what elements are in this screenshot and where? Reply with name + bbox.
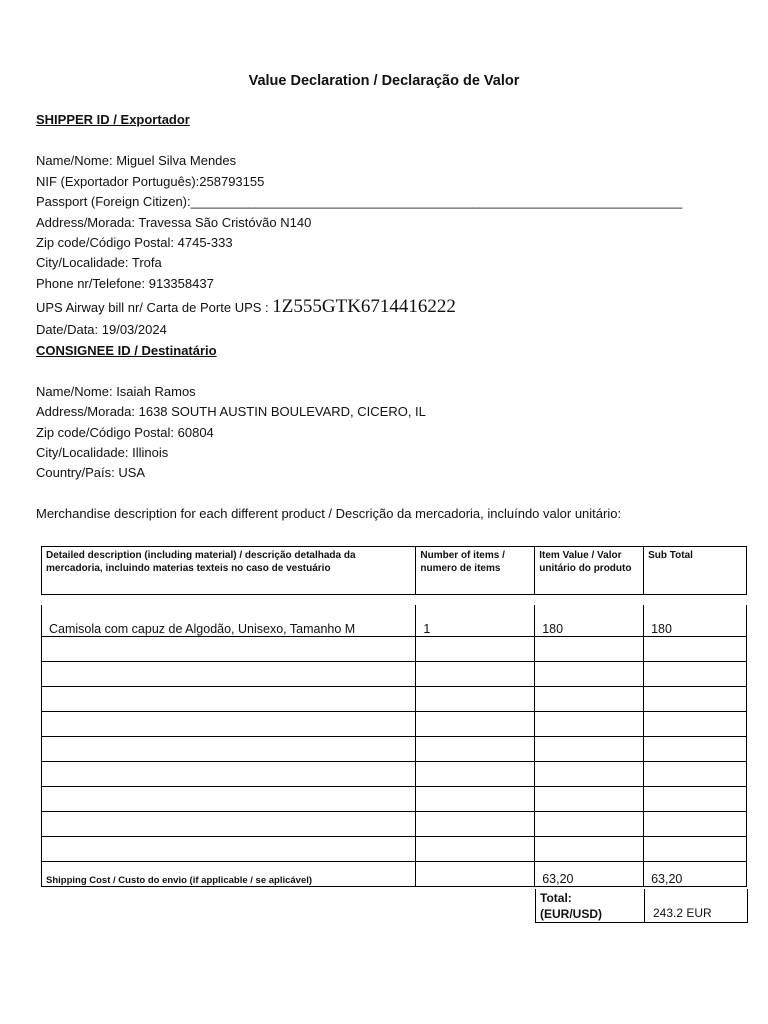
table-row <box>42 662 747 687</box>
items-table-header <box>41 546 747 595</box>
shipping-cost-label: Shipping Cost / Custo do envio (if applicable / se aplicável) <box>42 862 416 887</box>
empty-cell <box>416 712 535 737</box>
empty-cell <box>535 637 644 662</box>
empty-cell <box>644 762 747 787</box>
empty-cell <box>535 737 644 762</box>
shipper-passport: Passport (Foreign Citizen):____________________________________________________________________ <box>36 194 683 209</box>
empty-cell <box>42 637 416 662</box>
airway-bill-number: 1Z555GTK6714416222 <box>272 296 456 317</box>
shipping-item-value: 63,20 <box>535 862 644 887</box>
consignee-zip: Zip code/Código Postal: 60804 <box>36 425 214 440</box>
consignee-country: Country/País: USA <box>36 465 146 480</box>
table-row <box>42 712 747 737</box>
empty-cell <box>416 687 535 712</box>
table-row <box>42 837 747 862</box>
total-box <box>535 889 748 923</box>
empty-cell <box>416 812 535 837</box>
empty-cell <box>416 737 535 762</box>
items-table <box>41 605 747 887</box>
total-value: 243.2 EUR <box>653 906 712 920</box>
consignee-address: Address/Morada: 1638 SOUTH AUSTIN BOULEVARD, CICERO, IL <box>36 404 426 419</box>
item-description: Camisola com capuz de Algodão, Unisexo, Tamanho M <box>42 605 416 637</box>
empty-cell <box>535 837 644 862</box>
table-row <box>42 637 747 662</box>
empty-cell <box>416 762 535 787</box>
empty-cell <box>416 787 535 812</box>
empty-cell <box>535 662 644 687</box>
consignee-city: City/Localidade: Illinois <box>36 445 169 460</box>
empty-cell <box>42 737 416 762</box>
item-value: 180 <box>535 605 644 637</box>
airway-bill-line <box>36 296 456 318</box>
empty-cell <box>42 787 416 812</box>
total-label-line2: (EUR/USD) <box>540 907 602 921</box>
empty-cell <box>42 837 416 862</box>
document-title: Value Declaration / Declaração de Valor <box>248 73 520 89</box>
empty-cell <box>535 787 644 812</box>
empty-cell <box>42 812 416 837</box>
empty-cell <box>42 762 416 787</box>
empty-cell <box>644 662 747 687</box>
empty-cell <box>644 712 747 737</box>
empty-cell <box>416 837 535 862</box>
header-quantity: Number of items / numero de items <box>416 547 535 595</box>
header-item-value: Item Value / Valor unitário do produto <box>535 547 644 595</box>
empty-cell <box>535 762 644 787</box>
shipper-nif: NIF (Exportador Português):258793155 <box>36 174 265 189</box>
empty-cell <box>644 637 747 662</box>
shipping-row <box>42 862 747 887</box>
item-quantity: 1 <box>416 605 535 637</box>
empty-cell <box>416 637 535 662</box>
empty-cell <box>42 687 416 712</box>
shipper-city: City/Localidade: Trofa <box>36 255 162 270</box>
shipper-name: Name/Nome: Miguel Silva Mendes <box>36 153 237 168</box>
shipping-subtotal: 63,20 <box>644 862 747 887</box>
shipper-address: Address/Morada: Travessa São Cristóvão N140 <box>36 215 312 230</box>
header-description: Detailed description (including material) / descrição detalhada da mercadoria, incluindo materias texteis no caso de vestuário <box>42 547 416 595</box>
empty-cell <box>535 712 644 737</box>
shipper-date: Date/Data: 19/03/2024 <box>36 322 167 337</box>
empty-cell <box>535 812 644 837</box>
total-label-line1: Total: <box>540 891 572 905</box>
consignee-heading: CONSIGNEE ID / Destinatário <box>36 343 217 358</box>
empty-cell <box>644 787 747 812</box>
shipper-heading: SHIPPER ID / Exportador <box>36 112 190 127</box>
merchandise-intro: Merchandise description for each different product / Descrição da mercadoria, incluíndo valor unitário: <box>36 506 622 521</box>
empty-cell <box>644 687 747 712</box>
empty-cell <box>644 812 747 837</box>
table-row <box>42 737 747 762</box>
empty-cell <box>644 737 747 762</box>
empty-cell <box>644 837 747 862</box>
empty-cell <box>416 862 535 887</box>
empty-cell <box>42 712 416 737</box>
airway-bill-label: UPS Airway bill nr/ Carta de Porte UPS : <box>36 300 273 315</box>
total-label <box>540 890 602 922</box>
table-row <box>42 812 747 837</box>
shipper-zip: Zip code/Código Postal: 4745-333 <box>36 235 233 250</box>
table-row <box>42 687 747 712</box>
item-subtotal: 180 <box>644 605 747 637</box>
table-row <box>42 787 747 812</box>
consignee-name: Name/Nome: Isaiah Ramos <box>36 384 196 399</box>
shipper-phone: Phone nr/Telefone: 913358437 <box>36 276 214 291</box>
empty-cell <box>416 662 535 687</box>
table-row <box>42 762 747 787</box>
header-subtotal: Sub Total <box>644 547 747 595</box>
table-row <box>42 605 747 637</box>
empty-cell <box>42 662 416 687</box>
empty-cell <box>535 687 644 712</box>
total-divider <box>644 889 645 922</box>
